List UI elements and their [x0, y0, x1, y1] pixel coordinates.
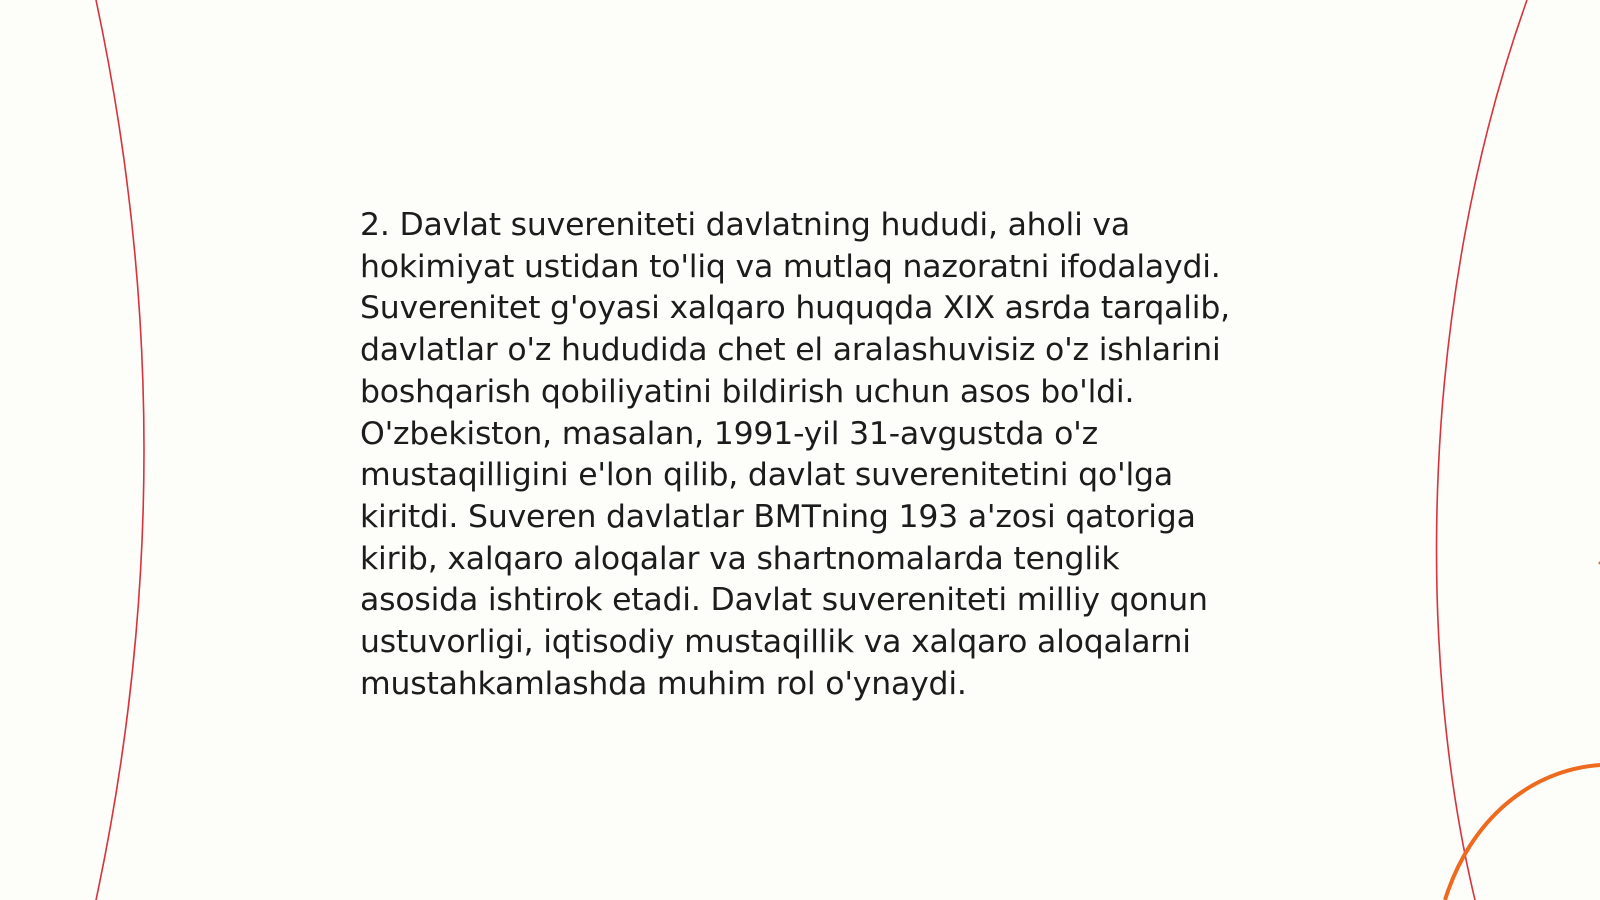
right-curve-line [1437, 0, 1527, 900]
orange-arc [1445, 765, 1600, 900]
slide-body-text: 2. Davlat suvereniteti davlatning hududi, aholi va hokimiyat ustidan to'liq va mutlaq nazoratni ifodalaydi. Suverenitet g'oyasi xalqaro huquqda XIX asrda tarqalib, davlatlar o'z hududida chet el aralashuvisiz o'z ishlarini boshqarish qobiliyatini bildirish uchun asos bo'ldi. O'zbekiston, masalan, 1991-yil 31-avgustda o'z mustaqilligini e'lon qilib, davlat suverenitetini qo'lga kiritdi. Suveren davlatlar BMTning 193 a'zosi qatoriga kirib, xalqaro aloqalar va shartnomalarda tenglik asosida ishtirok etadi. Davlat suvereniteti milliy qonun ustuvorligi, iqtisodiy mustaqillik va xalqaro aloqalarni mustahkamlashda muhim rol o'ynaydi. [360, 207, 1230, 702]
left-curve-line [96, 0, 144, 900]
